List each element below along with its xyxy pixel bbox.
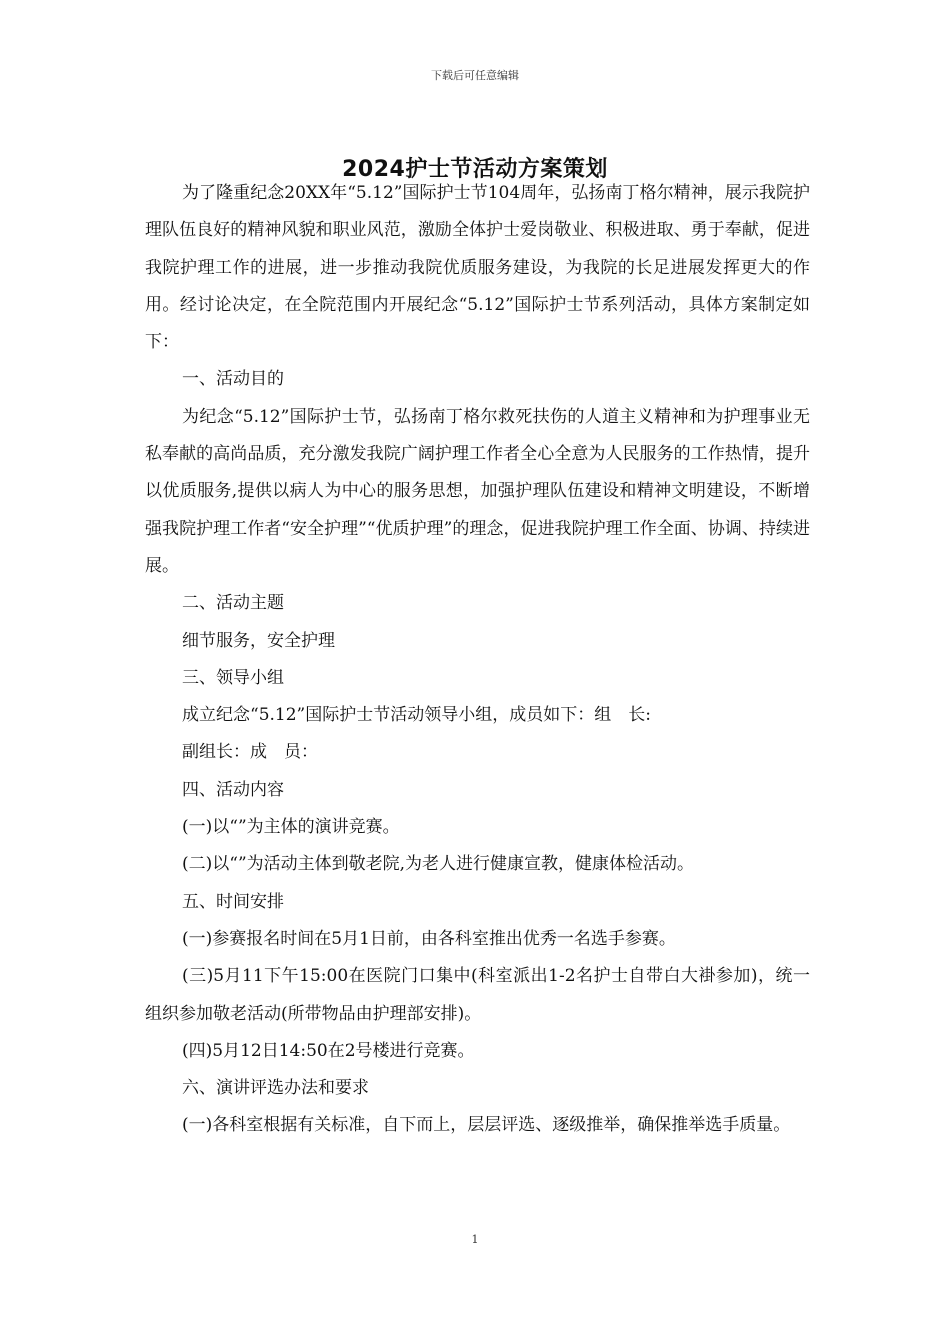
page-header: 下载后可任意编辑 <box>431 69 519 82</box>
document-body <box>145 175 810 1145</box>
content-item-1: (一)以“”为主体的演讲竞赛。 <box>182 817 400 838</box>
page-number: 1 <box>471 1233 479 1246</box>
section-heading-content: 四、活动内容 <box>182 779 284 800</box>
section-heading-theme: 二、活动主题 <box>182 593 284 614</box>
schedule-item-4: (四)5月12日14:50在2号楼进行竞赛。 <box>182 1040 475 1061</box>
leadership-paragraph: 成立纪念“5.12”国际护士节活动领导小组，成员如下：组 长: <box>182 705 651 726</box>
judging-item-1: (一)各科室根据有关标准，自下而上，层层评选、逐级推举，确保推举选手质量。 <box>182 1115 791 1136</box>
section-heading-leadership: 三、领导小组 <box>182 667 284 688</box>
section-heading-judging: 六、演讲评选办法和要求 <box>182 1078 369 1099</box>
purpose-paragraph: 为纪念“5.12”国际护士节，弘扬南丁格尔救死扶伤的人道主义精神和为护理事业无私奉献的高尚品质，充分激发我院广阔护理工作者全心全意为人民服务的工作热情，提升以优质服务,提供以病人为中心的服务思想，加强护理队伍建设和精神文明建设，不断增强我院护理工作者“安全护理”“优质护理”的理念，促进我院护理工作全面、协调、持续进展。 <box>145 406 810 576</box>
schedule-item-1: (一)参赛报名时间在5月1日前，由各科室推出优秀一名选手参赛。 <box>182 928 676 949</box>
section-heading-purpose: 一、活动目的 <box>182 369 284 390</box>
leadership-members: 副组长：成 员： <box>182 742 318 763</box>
section-heading-schedule: 五、时间安排 <box>182 891 284 912</box>
intro-paragraph: 为了隆重纪念20XX年“5.12”国际护士节104周年，弘扬南丁格尔精神，展示我院护理队伍良好的精神风貌和职业风范，激励全体护士爱岗敬业、积极进取、勇于奉献，促进我院护理工作的进展，进一步推动我院优质服务建设，为我院的长足进展发挥更大的作用。经讨论决定，在全院范围内开展纪念“5.12”国际护士节系列活动，具体方案制定如下： <box>145 183 810 353</box>
content-item-2: (二)以“”为活动主体到敬老院,为老人进行健康宣教，健康体检活动。 <box>182 854 695 875</box>
theme-paragraph: 细节服务，安全护理 <box>182 630 335 651</box>
document-title: 2024护士节活动方案策划 <box>342 157 608 182</box>
schedule-item-3: (三)5月11下午15:00在医院门口集中(科室派出1-2名护士自带白大褂参加)，统一组织参加敬老活动(所带物品由护理部安排)。 <box>145 966 810 1024</box>
